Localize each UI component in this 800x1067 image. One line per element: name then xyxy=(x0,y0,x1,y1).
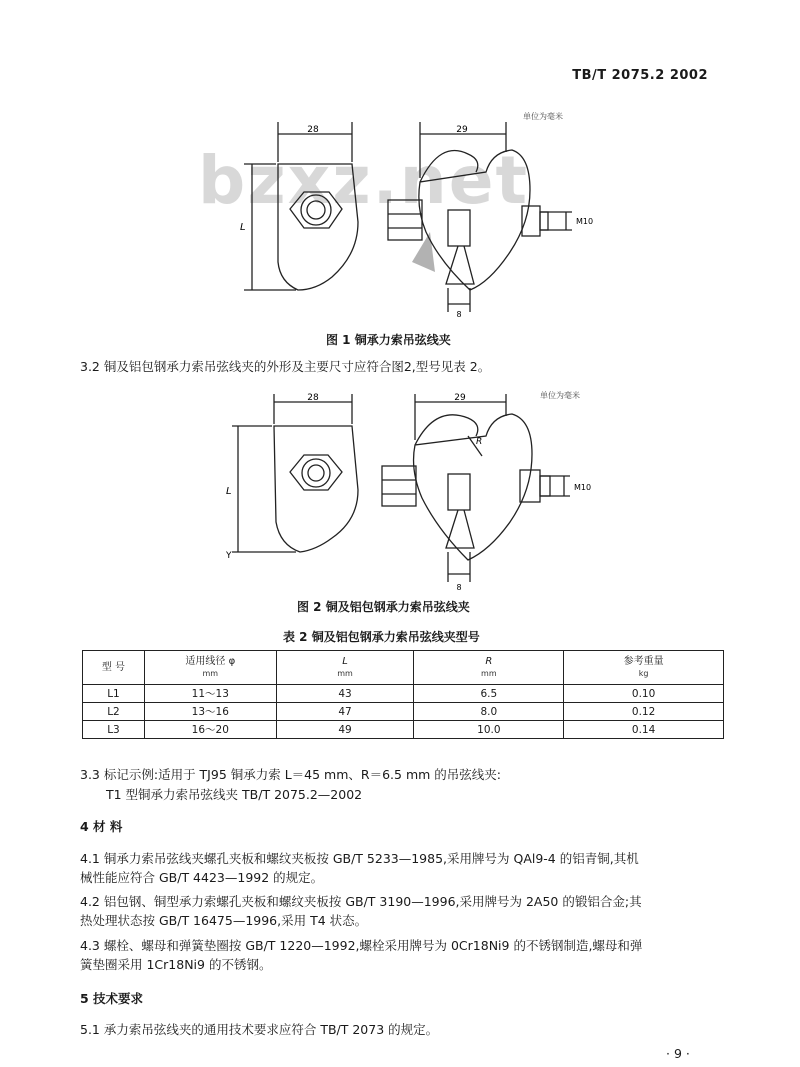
header-diameter: 适用线径 φ mm xyxy=(144,651,276,685)
fig1-caption: 图 1 铜承力索吊弦线夹 xyxy=(326,333,451,347)
cell-weight: 0.14 xyxy=(564,721,724,739)
para-3-3-line2: T1 型铜承力索吊弦线夹 TB/T 2075.2—2002 xyxy=(106,787,363,802)
cell-weight: 0.10 xyxy=(564,685,724,703)
fig2-label-L: L xyxy=(226,486,232,497)
para-4-2-line2: 热处理状态按 GB/T 16475—1996,采用 T4 状态。 xyxy=(80,913,368,928)
fig1-dim-width: 28 xyxy=(307,125,319,135)
header-R: R mm xyxy=(414,651,564,685)
cell-model: L2 xyxy=(83,703,145,721)
cell-R: 6.5 xyxy=(414,685,564,703)
fig1-label-L: L xyxy=(240,222,246,233)
cell-diameter: 11～13 xyxy=(144,685,276,703)
header-L: L mm xyxy=(276,651,414,685)
fig2-caption: 图 2 铜及铝包钢承力索吊弦线夹 xyxy=(297,600,470,614)
figure-1-drawing xyxy=(230,112,610,332)
para-4-1-line1: 4.1 铜承力索吊弦线夹螺孔夹板和螺纹夹板按 GB/T 5233—1985,采用牌号为 QAl9-4 的铝青铜,其机 xyxy=(80,851,639,866)
fig2-label-Y: Y xyxy=(226,551,232,561)
table-2 xyxy=(82,650,724,739)
fig2-label-m: M10 xyxy=(574,483,592,492)
fig1-label-m: M10 xyxy=(576,217,594,226)
header-model: 型 号 xyxy=(83,651,145,685)
fig2-label-R: R xyxy=(476,437,483,447)
fig2-dim-width: 28 xyxy=(307,393,319,403)
cell-R: 8.0 xyxy=(414,703,564,721)
table-header-row xyxy=(83,651,724,685)
para-4-2-line1: 4.2 铝包钢、铜型承力索螺孔夹板和螺纹夹板按 GB/T 3190—1996,采用牌号为 2A50 的锻铝合金;其 xyxy=(80,894,642,909)
table-row xyxy=(83,721,724,739)
para-4-3-line2: 簧垫圈采用 1Cr18Ni9 的不锈钢。 xyxy=(80,957,272,972)
para-4-3-line1: 4.3 螺栓、螺母和弹簧垫圈按 GB/T 1220—1992,螺栓采用牌号为 0Cr18Ni9 的不锈钢制造,螺母和弹 xyxy=(80,938,643,953)
para-3-2: 3.2 铜及铝包钢承力索吊弦线夹的外形及主要尺寸应符合图2,型号见表 2。 xyxy=(80,359,491,374)
cell-L: 47 xyxy=(276,703,414,721)
cell-model: L3 xyxy=(83,721,145,739)
cell-diameter: 13～16 xyxy=(144,703,276,721)
fig1-label-8: 8 xyxy=(456,310,462,319)
section-5-title: 5 技术要求 xyxy=(80,991,144,1006)
para-4-1-line2: 械性能应符合 GB/T 4423—1992 的规定。 xyxy=(80,870,324,885)
standard-header: TB/T 2075.2 2002 xyxy=(572,68,708,83)
fig1-unit-note: 单位为毫米 xyxy=(523,112,563,121)
para-3-3-line1: 3.3 标记示例:适用于 TJ95 铜承力索 L＝45 mm、R＝6.5 mm 的吊弦线夹: xyxy=(80,767,501,782)
cell-L: 49 xyxy=(276,721,414,739)
table-row xyxy=(83,703,724,721)
fig2-dim-side: 29 xyxy=(454,393,466,403)
cell-R: 10.0 xyxy=(414,721,564,739)
section-4-title: 4 材 料 xyxy=(80,819,123,834)
header-weight: 参考重量 kg xyxy=(564,651,724,685)
cell-L: 43 xyxy=(276,685,414,703)
fig2-label-8: 8 xyxy=(456,583,462,592)
figure-2-drawing xyxy=(220,390,610,600)
page-number: · 9 · xyxy=(666,1046,690,1061)
cell-model: L1 xyxy=(83,685,145,703)
table2-title: 表 2 铜及铝包钢承力索吊弦线夹型号 xyxy=(283,630,480,644)
table-row xyxy=(83,685,724,703)
fig1-dim-side: 29 xyxy=(456,125,468,135)
cell-weight: 0.12 xyxy=(564,703,724,721)
cell-diameter: 16～20 xyxy=(144,721,276,739)
fig2-unit-note: 单位为毫米 xyxy=(540,391,580,400)
para-5-1: 5.1 承力索吊弦线夹的通用技术要求应符合 TB/T 2073 的规定。 xyxy=(80,1022,439,1037)
watermark: bzxz.net xyxy=(198,142,530,219)
